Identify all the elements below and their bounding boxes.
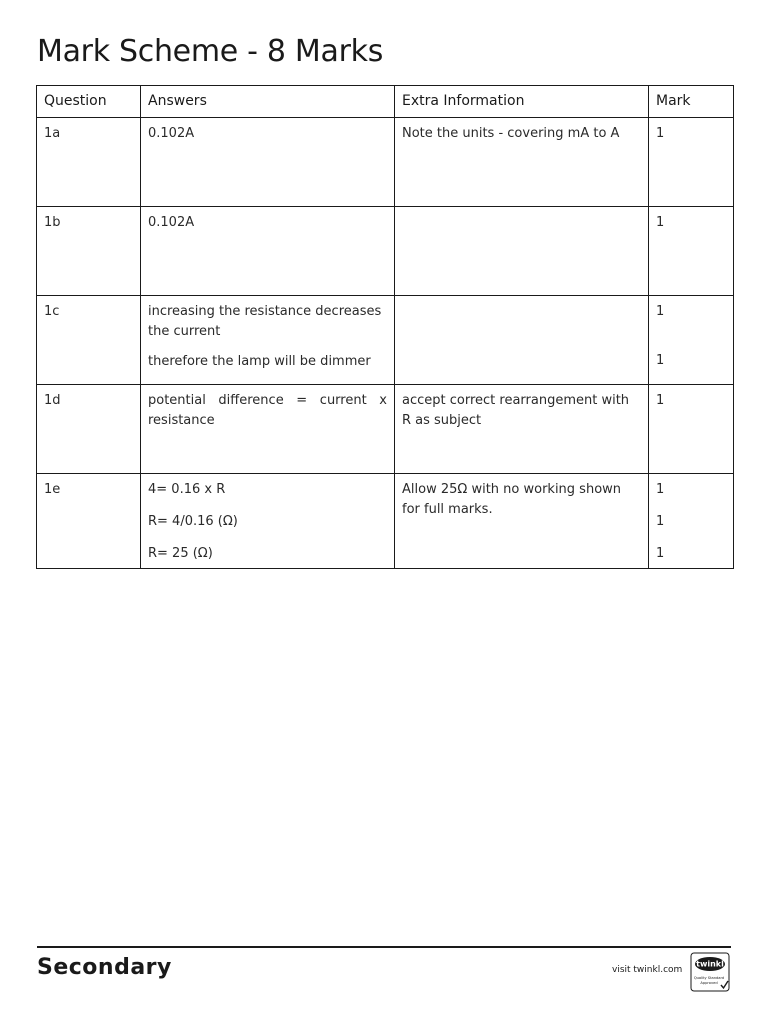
mark-value: 1: [656, 482, 665, 497]
mark-cell: [649, 296, 734, 385]
mark-value: 1: [656, 304, 665, 319]
answers-cell: [141, 296, 395, 385]
question-cell: 1b: [37, 207, 141, 296]
extra-cell: Note the units - covering mA to A: [395, 118, 649, 207]
mark-cell: [649, 207, 734, 296]
mark-cell: [649, 118, 734, 207]
answers-cell: [141, 385, 395, 474]
mark-value: 1: [656, 514, 665, 529]
mark-cell: [649, 385, 734, 474]
answer-line: potential difference = current x resistance: [148, 393, 387, 428]
question-cell: 1e: [37, 474, 141, 569]
page-title: Mark Scheme - 8 Marks: [37, 34, 384, 69]
header-mark: Mark: [649, 86, 734, 118]
question-cell: 1c: [37, 296, 141, 385]
answer-line: therefore the lamp will be dimmer: [148, 354, 371, 369]
mark-value: 1: [656, 215, 665, 230]
twinkl-quality-logo-icon: [690, 952, 730, 992]
table-row: [37, 207, 734, 296]
logo-badge-line1: Quality Standard: [693, 976, 725, 980]
header-extra-information: Extra Information: [395, 86, 649, 118]
answers-cell: [141, 474, 395, 569]
answer-line: R= 4/0.16 (Ω): [148, 514, 238, 529]
extra-cell: accept correct rearrangement with R as subject: [395, 385, 649, 474]
mark-value: 1: [656, 353, 665, 368]
answer-line: 0.102A: [148, 126, 195, 141]
answers-cell: [141, 207, 395, 296]
footer-brand: Secondary: [37, 955, 172, 980]
mark-cell: [649, 474, 734, 569]
table-row: [37, 296, 734, 385]
extra-cell: [395, 296, 649, 385]
mark-value: 1: [656, 546, 665, 561]
header-answers: Answers: [141, 86, 395, 118]
logo-badge-line2: Approved: [700, 981, 718, 985]
header-row: [37, 86, 734, 118]
footer-divider: [37, 946, 731, 948]
logo-wordmark: twinkl: [696, 959, 724, 969]
extra-cell: [395, 207, 649, 296]
extra-cell: Allow 25Ω with no working shown for full marks.: [395, 474, 649, 569]
answer-line: 0.102A: [148, 215, 195, 230]
table-row: [37, 385, 734, 474]
answer-line: 4= 0.16 x R: [148, 482, 226, 497]
header-question: Question: [37, 86, 141, 118]
mark-scheme-table: [36, 85, 734, 569]
answer-line: increasing the resistance decreases the current: [148, 304, 382, 339]
table-row: [37, 474, 734, 569]
mark-value: 1: [656, 393, 665, 408]
mark-value: 1: [656, 126, 665, 141]
question-cell: 1a: [37, 118, 141, 207]
answers-cell: [141, 118, 395, 207]
table-row: [37, 118, 734, 207]
question-cell: 1d: [37, 385, 141, 474]
footer-visit-link[interactable]: visit twinkl.com: [612, 965, 683, 975]
answer-line: R= 25 (Ω): [148, 546, 213, 561]
